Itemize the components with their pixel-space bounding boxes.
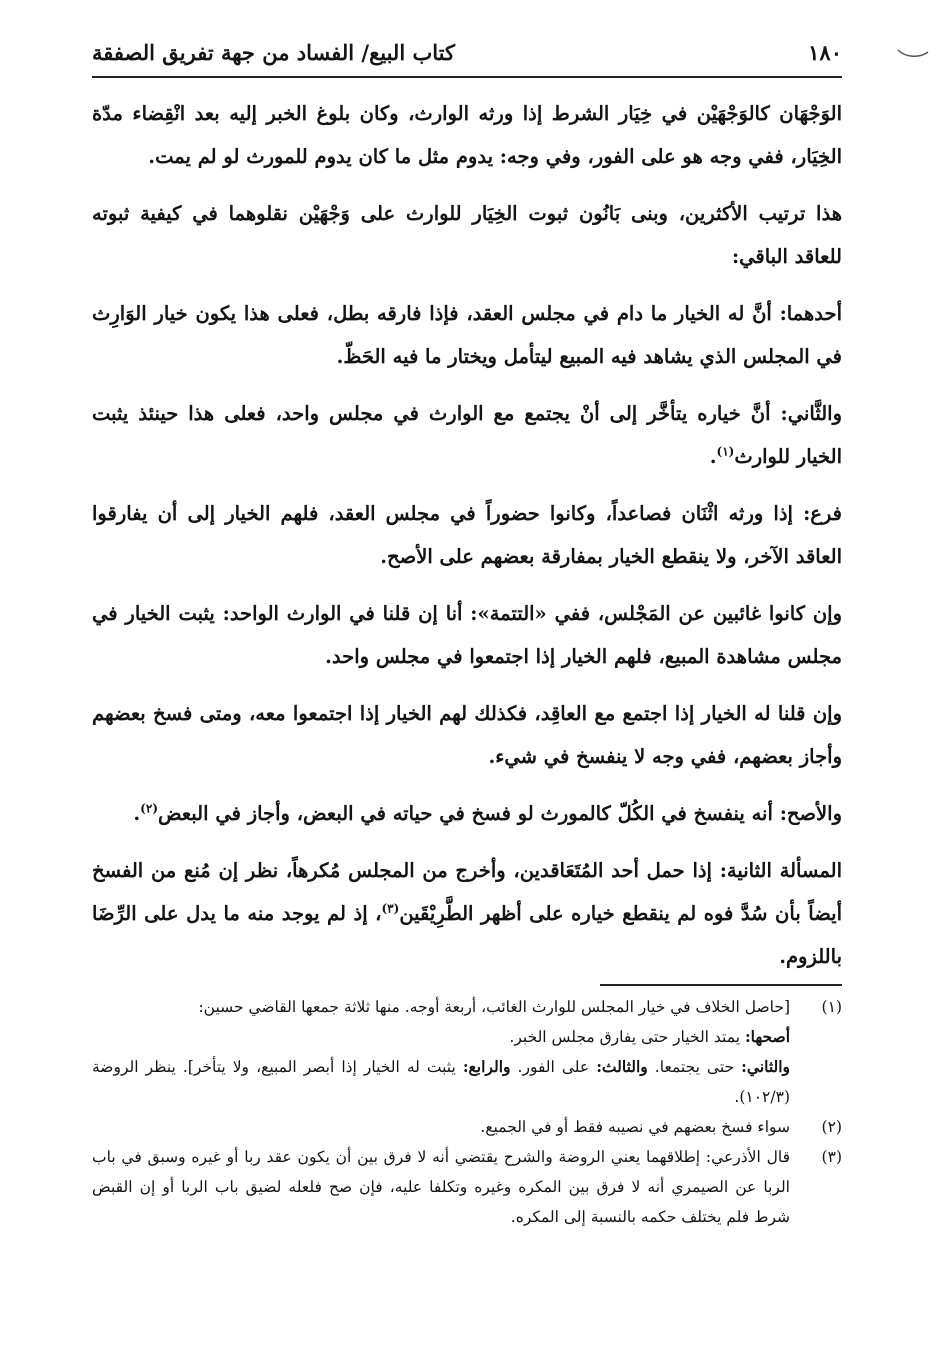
paragraph-5-text: إذا ورثه اثْنَان فصاعداً، وكانوا حضوراً في مجلس العقد، فلهم الخيار إلى أن يفارقوا العاقد الآخر، ولا ينقطع الخيار بمفارقة بعضهم على الأصح. — [92, 502, 842, 568]
paragraph-6 — [92, 592, 842, 678]
footnote-2-number: (٢) — [821, 1118, 842, 1136]
paragraph-9-end: ، إذ لم يوجد منه ما يدل على الرِّضَا باللزوم. — [92, 902, 842, 968]
paragraph-9 — [92, 849, 842, 978]
paragraph-5-lead: فرع: — [803, 502, 842, 525]
paragraph-4-end: . — [709, 445, 717, 468]
paragraph-2 — [92, 192, 842, 278]
paragraph-3 — [92, 292, 842, 378]
footnote-1-item-b-lead-2: والثالث: — [596, 1057, 648, 1076]
page-number: ١٨٠ — [808, 39, 842, 65]
paragraph-4 — [92, 392, 842, 478]
paragraph-8-lead: والأصح: — [779, 802, 842, 825]
paragraph-6-text: وإن كانوا غائبين عن المَجْلس، ففي «التتمة»: أنا إن قلنا في الوارث الواحد: يثبت الخيار في مجلس مشاهدة المبيع، فلهم الخيار إذا اجتمعوا في مجلس واحد. — [92, 602, 842, 668]
footnote-ref-2[interactable]: (٢) — [140, 801, 158, 816]
page-edge-mark — [896, 46, 930, 60]
paragraph-7 — [92, 692, 842, 778]
paragraph-1 — [92, 92, 842, 178]
paragraph-3-lead: أحدهما: — [779, 302, 842, 325]
footnote-1-item-b-text-3: يثبت له الخيار إذا أبصر المبيع، ولا يتأخر]. ينظر الروضة (١٠٢/٣). — [92, 1058, 790, 1106]
footnote-1-item-b-lead: والثاني: — [741, 1057, 791, 1076]
paragraph-3-text: أنَّ له الخيار ما دام في مجلس العقد، فإذا فارقه بطل، فعلى هذا يكون خيار الوَارِث في المجلس الذي يشاهد فيه المبيع ليتأمل ويختار ما فيه الحَظّ. — [92, 302, 842, 368]
footnote-3-text: قال الأذرعي: إطلاقهما يعني الروضة والشرح يقتضي أنه لا فرق بين أن يكون عقد ربا أو غيره وسبق في باب الربا عن الصيمري أنه لا فرق بين المكره وغيره وتكلفا عليه، فإن صح فلعله لضيق باب الربا أو إن القبض شرط فلم يختلف حكمه بالنسبة إلى المكره. — [92, 1148, 790, 1226]
paragraph-9-lead: المسألة الثانية: — [719, 859, 842, 882]
page-header — [92, 32, 842, 72]
footnote-ref-1[interactable]: (١) — [716, 444, 735, 459]
footnote-1-item-a — [92, 1022, 790, 1052]
footnote-3-number: (٣) — [821, 1148, 842, 1166]
footnote-1-item-a-lead: أصحها: — [744, 1027, 790, 1046]
footnote-1-item-b-text-1: حتى يجتمعا. — [647, 1058, 742, 1076]
footnote-2-text: سواء فسخ بعضهم في نصيبه فقط أو في الجميع. — [480, 1118, 790, 1136]
footnote-ref-3[interactable]: (٣) — [381, 901, 400, 916]
paragraph-4-lead: والثَّاني: — [780, 402, 842, 425]
paragraph-8-text: أنه ينفسخ في الكُلّ كالمورث لو فسخ في حياته في البعض، وأجاز في البعض — [158, 802, 780, 825]
footnote-1-item-b-lead-3: والرابع: — [462, 1057, 511, 1076]
main-text — [92, 92, 842, 992]
footnote-2 — [92, 1112, 842, 1142]
running-title: كتاب البيع/ الفساد من جهة تفريق الصفقة — [92, 39, 455, 65]
footnote-1-item-a-text: يمتد الخيار حتى يفارق مجلس الخبر. — [509, 1028, 745, 1046]
paragraph-5 — [92, 492, 842, 578]
footnote-3 — [92, 1142, 842, 1232]
paragraph-7-text: وإن قلنا له الخيار إذا اجتمع مع العاقِد، فكذلك لهم الخيار إذا اجتمعوا معه، ومتى فسخ بعضهم وأجاز بعضهم، ففي وجه لا ينفسخ في شيء. — [92, 702, 842, 768]
footnote-1 — [92, 992, 842, 1022]
footnote-1-text: [حاصل الخلاف في خيار المجلس للوارث الغائب، أربعة أوجه. منها ثلاثة جمعها القاضي حسين: — [198, 998, 790, 1016]
paragraph-8 — [92, 792, 842, 835]
paragraph-1-text: الوَجْهَان كالوَجْهَيْن في خِيَار الشرط إذا ورثه الوارث، وكان بلوغ الخبر إليه بعد انْقِضاء مدّة الخِيَار، ففي وجه هو على الفور، وفي وجه: يدوم مثل ما كان يدوم للمورث لو لم يمت. — [92, 102, 842, 168]
paragraph-9-text: إذا حمل أحد المُتَعَاقدين، وأخرج من المجلس مُكرهاً، نظر إن مُنع من الفسخ أيضاً بأن سُدَّ فوه لم ينقطع خياره على أظهر الطَّرِيْقَين — [92, 859, 842, 925]
paragraph-4-text: أنَّ خياره يتأخَّر إلى أنْ يجتمع مع الوارث في مجلس واحد، فعلى هذا حينئذ يثبت الخيار للوارث — [92, 402, 842, 468]
footnote-1-item-b — [92, 1052, 790, 1112]
footnote-1-number: (١) — [821, 998, 842, 1016]
paragraph-8-end: . — [133, 802, 141, 825]
header-rule — [92, 76, 842, 78]
paragraph-2-text: هذا ترتيب الأكثرين، وبنى بَانُون ثبوت الخِيَار للوارث على وَجْهَيْن نقلوهما في كيفية ثبوته للعاقد الباقي: — [92, 202, 842, 268]
footnotes — [92, 992, 842, 1232]
footnote-1-item-b-text-2: على الفور. — [510, 1058, 597, 1076]
footnote-separator — [600, 984, 842, 986]
